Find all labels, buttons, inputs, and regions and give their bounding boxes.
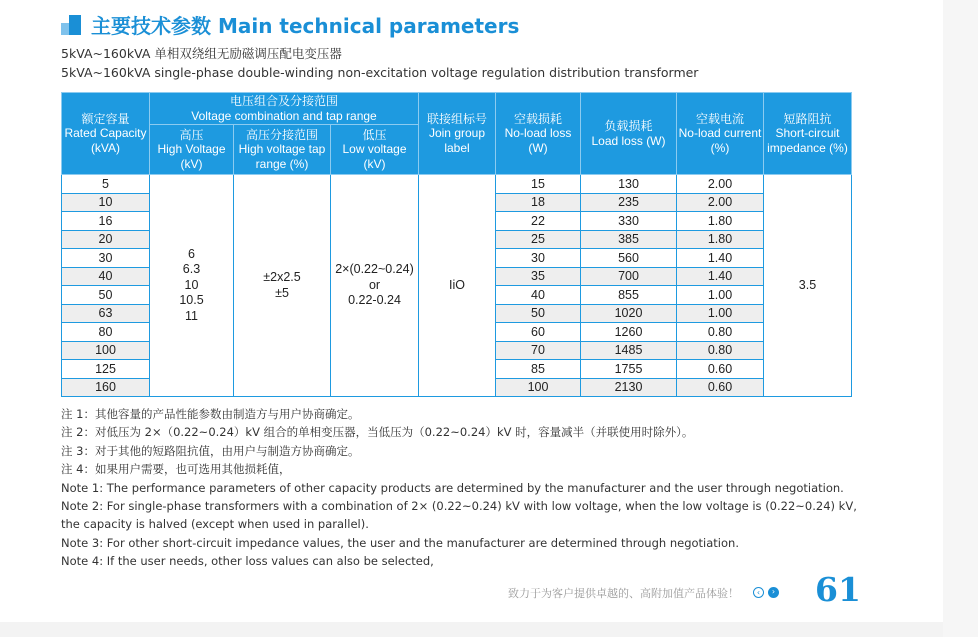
cell-capacity: 20	[62, 230, 150, 249]
parameters-table	[61, 92, 852, 397]
cell-load-loss: 1485	[581, 341, 677, 360]
cell-noload-loss: 30	[496, 249, 581, 268]
cell-load-loss: 560	[581, 249, 677, 268]
cell-high-voltage: 6 6.3 10 10.5 11	[150, 175, 234, 397]
cell-noload-current: 2.00	[677, 193, 764, 212]
cell-tap-range: ±2x2.5 ±5	[234, 175, 331, 397]
header-high-voltage: 高压 High Voltage (kV)	[150, 125, 234, 175]
cell-noload-current: 1.80	[677, 212, 764, 231]
header-capacity: 额定容量 Rated Capacity (kVA)	[62, 93, 150, 175]
cell-load-loss: 855	[581, 286, 677, 305]
previous-page-icon[interactable]: ‹	[753, 587, 764, 598]
next-page-icon[interactable]: ›	[768, 587, 779, 598]
cell-noload-loss: 22	[496, 212, 581, 231]
page-title: 主要技术参数 Main technical parameters	[91, 14, 520, 38]
header-load-loss: 负载损耗 Load loss (W)	[581, 93, 677, 175]
cell-low-voltage: 2×(0.22~0.24) or 0.22-0.24	[331, 175, 419, 397]
page-edge	[943, 0, 978, 637]
cell-noload-loss: 70	[496, 341, 581, 360]
cell-load-loss: 330	[581, 212, 677, 231]
cell-capacity: 10	[62, 193, 150, 212]
cell-capacity: 100	[62, 341, 150, 360]
note-en-4: Note 4: If the user needs, other loss values can also be selected,	[61, 554, 434, 569]
cell-noload-loss: 40	[496, 286, 581, 305]
section-heading	[61, 10, 519, 39]
cell-load-loss: 235	[581, 193, 677, 212]
cell-capacity: 125	[62, 360, 150, 379]
cell-load-loss: 130	[581, 175, 677, 194]
cell-noload-loss: 60	[496, 323, 581, 342]
note-zh-3: 注 3：对于其他的短路阻抗值，由用户与制造方协商确定。	[61, 443, 360, 458]
note-zh-4: 注 4：如果用户需要，也可选用其他损耗值，	[61, 462, 291, 477]
cell-capacity: 40	[62, 267, 150, 286]
cell-noload-current: 0.60	[677, 378, 764, 397]
subtitle-zh: 5kVA~160kVA 单相双绕组无励磁调压配电变压器	[61, 46, 342, 61]
cell-load-loss: 1020	[581, 304, 677, 323]
note-zh-2: 注 2：对低压为 2×（0.22~0.24）kV 组合的单相变压器，当低压为（0.22~0.24）kV 时，容量减半（并联使用时除外）。	[61, 425, 694, 440]
header-noload-current: 空载电流 No-load current (%)	[677, 93, 764, 175]
note-en-3: Note 3: For other short-circuit impedance values, the user and the manufacturer are determined through negotiation.	[61, 535, 739, 550]
cell-noload-current: 2.00	[677, 175, 764, 194]
cell-noload-current: 1.80	[677, 230, 764, 249]
header-voltage-group: 电压组合及分接范围 Voltage combination and tap range	[150, 93, 419, 125]
cell-noload-current: 0.80	[677, 341, 764, 360]
header-impedance: 短路阻抗 Short-circuit impedance (%)	[764, 93, 852, 175]
cell-load-loss: 1260	[581, 323, 677, 342]
cell-noload-current: 0.80	[677, 323, 764, 342]
cell-capacity: 160	[62, 378, 150, 397]
page-number: 61	[815, 570, 861, 609]
cell-load-loss: 1755	[581, 360, 677, 379]
cell-capacity: 16	[62, 212, 150, 231]
note-en-1: Note 1: The performance parameters of other capacity products are determined by the manufacturer and the user through negotiation.	[61, 480, 844, 495]
cell-noload-loss: 15	[496, 175, 581, 194]
table-row	[62, 175, 852, 194]
cell-capacity: 80	[62, 323, 150, 342]
header-tap-range: 高压分接范围 High voltage tap range (%)	[234, 125, 331, 175]
cell-noload-loss: 35	[496, 267, 581, 286]
cell-noload-loss: 25	[496, 230, 581, 249]
footer-slogan: 致力于为客户提供卓越的、高附加值产品体验！	[508, 587, 739, 600]
cell-noload-current: 1.40	[677, 267, 764, 286]
cell-noload-current: 1.00	[677, 286, 764, 305]
cell-join-group: IiO	[419, 175, 496, 397]
cell-load-loss: 385	[581, 230, 677, 249]
subtitle-en: 5kVA~160kVA single-phase double-winding non-excitation voltage regulation distribution transformer	[61, 65, 699, 80]
cell-noload-loss: 18	[496, 193, 581, 212]
cell-capacity: 50	[62, 286, 150, 305]
cell-capacity: 30	[62, 249, 150, 268]
cell-load-loss: 700	[581, 267, 677, 286]
cell-noload-current: 0.60	[677, 360, 764, 379]
header-noload-loss: 空载损耗 No-load loss (W)	[496, 93, 581, 175]
header-join-group: 联接组标号 Join group label	[419, 93, 496, 175]
blocks-icon	[61, 15, 81, 35]
cell-impedance: 3.5	[764, 175, 852, 397]
cell-capacity: 5	[62, 175, 150, 194]
cell-load-loss: 2130	[581, 378, 677, 397]
note-en-2: Note 2: For single-phase transformers with a combination of 2× (0.22~0.24) kV with low voltage, when the low voltage is (0.22~0.24) kV, the capacity is halved (except when used in parallel).	[61, 499, 857, 532]
cell-noload-loss: 100	[496, 378, 581, 397]
note-zh-1: 注 1：其他容量的产品性能参数由制造方与用户协商确定。	[61, 407, 360, 421]
cell-noload-current: 1.40	[677, 249, 764, 268]
cell-noload-loss: 50	[496, 304, 581, 323]
header-low-voltage: 低压 Low voltage (kV)	[331, 125, 419, 175]
cell-noload-loss: 85	[496, 360, 581, 379]
cell-noload-current: 1.00	[677, 304, 764, 323]
cell-capacity: 63	[62, 304, 150, 323]
notes-section	[61, 405, 861, 571]
